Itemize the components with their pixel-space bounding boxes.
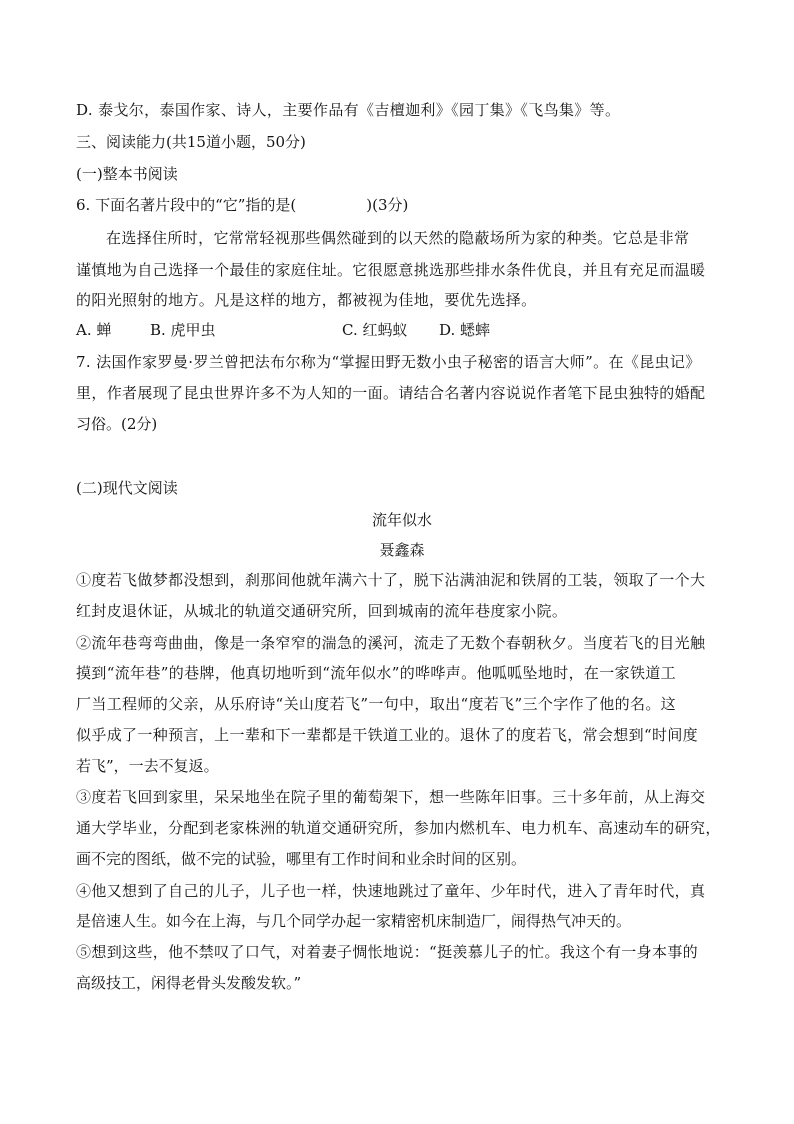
q7-line-3: 习俗。(2分): [76, 415, 158, 433]
q6-passage-line-1: 在选择住所时，它常常轻视那些偶然碰到的以天然的隐蔽场所为家的种类。它总是非常: [106, 229, 690, 247]
article-line-6: 似乎成了一种预言，上一辈和下一辈都是干铁道工业的。退休了的度若飞，常会想到“时间度: [76, 726, 699, 744]
article-line-4: 摸到“流年巷”的巷牌，他真切地听到“流年似水”的哗哗声。他呱呱坠地时，在一家铁道工: [76, 664, 677, 682]
q6-passage-line-3: 的阳光照射的地方。凡是这样的地方，都被视为佳地，要优先选择。: [76, 291, 537, 309]
article-line-14: 高级技工，闲得老骨头发酸发软。”: [76, 974, 302, 992]
article-line-2: 红封皮退休证，从城北的轨道交通研究所，回到城南的流年巷度家小院。: [76, 602, 568, 620]
section-3-heading: 三、阅读能力(共15道小题，50分): [76, 133, 306, 151]
part-1-heading: (一)整本书阅读: [76, 165, 178, 183]
article-line-8: ③度若飞回到家里，呆呆地坐在院子里的葡萄架下，想一些陈年旧事。三十多年前，从上海交: [76, 788, 706, 806]
q6-passage-line-2: 谨慎地为自己选择一个最佳的家庭住址。它很愿意挑选那些排水条件优良，并且有充足而温暖: [76, 261, 706, 279]
article-line-9: 通大学毕业，分配到老家株洲的轨道交通研究所，参加内燃机车、电力机车、高速动车的研究，: [76, 819, 721, 837]
article-author: 聂鑫森: [379, 541, 425, 559]
article-line-5: 厂当工程师的父亲，从乐府诗“关山度若飞”一句中，取出“度若飞”三个字作了他的名。这: [76, 695, 677, 713]
article-line-11: ④他又想到了自己的儿子，儿子也一样，快速地跳过了童年、少年时代，进入了青年时代，真: [76, 882, 706, 900]
article-line-3: ②流年巷弯弯曲曲，像是一条窄窄的湍急的溪河，流走了无数个春朝秋夕。当度若飞的目光触: [76, 634, 706, 652]
q6-option-b: B. 虎甲虫: [150, 321, 216, 339]
q7-line-1: 7. 法国作家罗曼·罗兰曾把法布尔称为“掌握田野无数小虫子秘密的语言大师”。在《昆虫记》: [76, 353, 701, 371]
part-2-heading: (二)现代文阅读: [76, 479, 178, 497]
q5-option-d: D. 泰戈尔，泰国作家、诗人，主要作品有《吉檀迦利》《园丁集》《飞鸟集》等。: [76, 101, 621, 119]
article-line-10: 画不完的图纸，做不完的试验，哪里有工作时间和业余时间的区别。: [76, 850, 527, 868]
q6-option-d: D. 蟋蟀: [439, 321, 491, 339]
article-line-1: ①度若飞做梦都没想到，刹那间他就年满六十了，脱下沾满油泥和铁屑的工装，领取了一个大: [76, 571, 706, 589]
article-line-7: 若飞”，一去不复返。: [76, 757, 219, 775]
article-line-12: 是倍速人生。如今在上海，与几个同学办起一家精密机床制造厂，闹得热气冲天的。: [76, 912, 632, 930]
article-title: 流年似水: [371, 511, 432, 529]
question-6-stem: [76, 194, 728, 216]
q6-option-a: A. 蝉: [76, 321, 112, 339]
q6-stem-after: )(3分): [366, 196, 409, 214]
q6-stem-before: 6. 下面名著片段中的“它”指的是(: [76, 196, 297, 214]
q6-option-c: C. 红蚂蚁: [342, 321, 408, 339]
article-line-13: ⑤想到这些，他不禁叹了口气，对着妻子惆怅地说：“挺羡慕儿子的忙。我这个有一身本事的: [76, 943, 699, 961]
q7-line-2: 里，作者展现了昆虫世界许多不为人知的一面。请结合名著内容说说作者笔下昆虫独特的婚配: [76, 384, 706, 402]
